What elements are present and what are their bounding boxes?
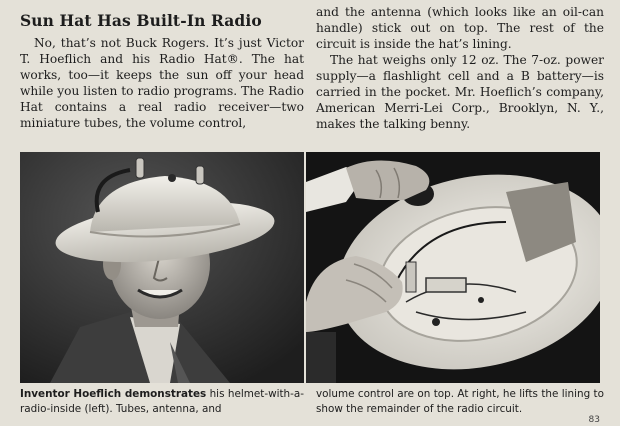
article-paragraph-2: The hat weighs only 12 oz. The 7-oz. power supply—a flashlight cell and a B battery—is carried in the pocket. Mr. Hoeflich’s company, American Merri-Lei Corp., Brooklyn, N. Y., makes the talking benny. (316, 53, 604, 131)
caption-left (20, 387, 304, 417)
photo-man-with-radio-hat (20, 152, 304, 383)
caption-right (316, 387, 604, 417)
caption-left-text: his helmet-with-a-radio-inside (left). Tubes, antenna, and (20, 388, 304, 415)
article-paragraph-1: No, that’s not Buck Rogers. It’s just Victor T. Hoeflich and his Radio Hat®. The hat works, too—it keeps the sun off your head while you listen to radio programs. The Radio Hat contains a real radio receiver—two miniature tubes, the volume control, (20, 36, 304, 130)
article-headline: Sun Hat Has Built-In Radio (20, 11, 262, 30)
article-column-right (316, 4, 604, 132)
photo-radio-hat-illustration (20, 152, 304, 383)
photo-radio-circuit (306, 152, 600, 383)
caption-right-text: volume control are on top. At right, he lifts the lining to show the remainder of the radio circuit. (316, 388, 604, 415)
page-number: 83 (588, 415, 600, 425)
article-paragraph-1-continued: and the antenna (which looks like an oil-can handle) stick out on top. The rest of the circuit is inside the hat’s lining. (316, 5, 604, 51)
caption-lead: Inventor Hoeflich demonstrates (20, 388, 207, 400)
article-column-left (20, 12, 304, 131)
photo-circuit-illustration (306, 152, 600, 383)
